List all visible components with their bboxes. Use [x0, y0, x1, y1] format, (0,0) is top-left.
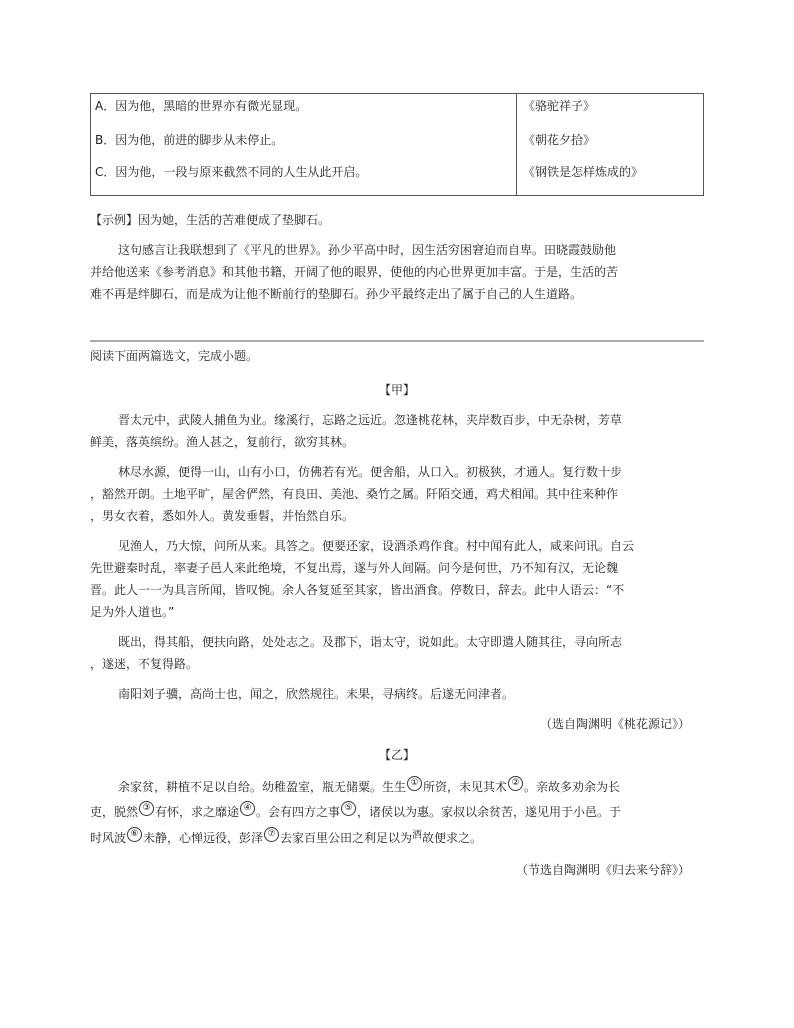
- example-line: 难不再是绊脚石，而是成为让他不断前行的垫脚石。孙少平最终走出了属于自己的人生道路。: [90, 287, 583, 301]
- passage-jia-source: （选自陶渊明《桃花源记》）: [539, 717, 690, 731]
- passage-line: ，男女衣着，悉如外人。黄发垂髫，并怡然自乐。: [90, 509, 355, 523]
- option-c-book: 《钢铁是怎样炼成的》: [523, 165, 644, 179]
- options-table: [90, 93, 704, 196]
- passage-line: 林尽水源，便得一山，山有小口，仿佛若有光。便舍船，从口入。初极狭，才通人。复行数十步: [118, 465, 623, 479]
- text-segment: 有怀，求之靡途: [155, 805, 240, 819]
- example-line: 这句感言让我联想到了《平凡的世界》。孙少平高中时，因生活穷困窘迫而自卑。田晓霞鼓励他: [118, 243, 617, 257]
- passage-yi-source: （节选自陶渊明《归去来兮辞》）: [515, 863, 690, 877]
- text-segment: 。会有四方之事: [256, 805, 341, 819]
- text-segment: 故便求之。: [422, 831, 483, 845]
- passage-line: 南阳刘子骥，高尚士也，闻之，欣然规往。未果，寻病终。后遂无问津者。: [118, 687, 515, 701]
- text-segment: 。亲故多劝余为长: [524, 780, 621, 794]
- example-line: 并给他送来《参考消息》和其他书籍，开阔了他的眼界，使他的内心世界更加丰富。于是，生活的苦: [90, 265, 619, 279]
- text-segment: ，诸侯以为惠。家叔以余贫苦，遂见用于小邑。于: [357, 805, 622, 819]
- passage-line: 鲜美，落英缤纷。渔人甚之，复前行，欲穷其林。: [90, 435, 355, 449]
- passage-line: 晋太元中，武陵人捕鱼为业。缘溪行，忘路之远近。忽逢桃花林，夹岸数百步，中无杂树，芳草: [118, 413, 623, 427]
- section-divider: [90, 340, 704, 342]
- passage-line: 见渔人，乃大惊，问所从来。具答之。便要还家，设酒杀鸡作食。村中闻有此人，咸来问讯。自云: [118, 539, 635, 553]
- passage-line: [118, 776, 620, 797]
- annotation-marker: ②: [508, 776, 523, 791]
- text-segment: 未静，心惮远役，彭泽: [143, 831, 264, 845]
- annotation-marker: ④: [240, 801, 255, 816]
- annotation-marker: ①: [407, 776, 422, 791]
- option-b-text: B．因为他，前进的脚步从未停止。: [95, 133, 284, 147]
- annotation-marker: ③: [139, 801, 154, 816]
- annotation-marker: ⑥: [127, 827, 142, 842]
- table-row: [91, 94, 705, 118]
- table-row: [91, 128, 705, 152]
- example-label: 【示例】因为她，生活的苦难便成了垫脚石。: [90, 213, 331, 227]
- passage-line: 先世避秦时乱，率妻子邑人来此绝境，不复出焉，遂与外人间隔。问今是何世，乃不知有汉，无论魏: [90, 561, 619, 575]
- instruction-text: 阅读下面两篇选文，完成小题。: [90, 349, 259, 363]
- annotation-marker: ⑤: [341, 801, 356, 816]
- table-row: [91, 160, 705, 184]
- text-segment: 去家百里公田之利足以为: [280, 831, 413, 845]
- option-c-text: C．因为他，一段与原来截然不同的人生从此开启。: [95, 165, 368, 179]
- passage-line: ，遂迷，不复得路。: [90, 657, 199, 671]
- passage-yi-title: 【乙】: [378, 748, 415, 762]
- passage-line: [90, 826, 482, 848]
- text-segment: 时风波: [90, 831, 127, 845]
- annotation-marker: ⑦: [264, 827, 279, 842]
- option-a-book: 《骆驼祥子》: [523, 99, 596, 113]
- passage-line: ，豁然开朗。土地平旷，屋舍俨然，有良田、美池、桑竹之属。阡陌交通，鸡犬相闻。其中往来种作: [90, 487, 619, 501]
- text-segment: 余家贫，耕植不足以自给。幼稚盈室，瓶无储粟。生生: [118, 780, 407, 794]
- passage-jia-title: 【甲】: [378, 383, 415, 397]
- option-b-book: 《朝花夕拾》: [523, 133, 596, 147]
- text-segment: 吏，脱然: [90, 805, 139, 819]
- text-segment: 酒: [412, 830, 423, 841]
- passage-line: [90, 801, 621, 822]
- passage-line: 既出，得其船，便扶向路，处处志之。及郡下，诣太守，说如此。太守即遣人随其往，寻向所志: [118, 635, 623, 649]
- option-a-text: A．因为他，黑暗的世界亦有微光显现。: [95, 99, 308, 113]
- passage-line: 足为外人道也。”: [90, 605, 175, 619]
- passage-line: 晋。此人一一为具言所闻，皆叹惋。余人各复延至其家，皆出酒食。停数日，辞去。此中人语云：“不: [90, 583, 625, 597]
- text-segment: 所资，未见其术: [423, 780, 508, 794]
